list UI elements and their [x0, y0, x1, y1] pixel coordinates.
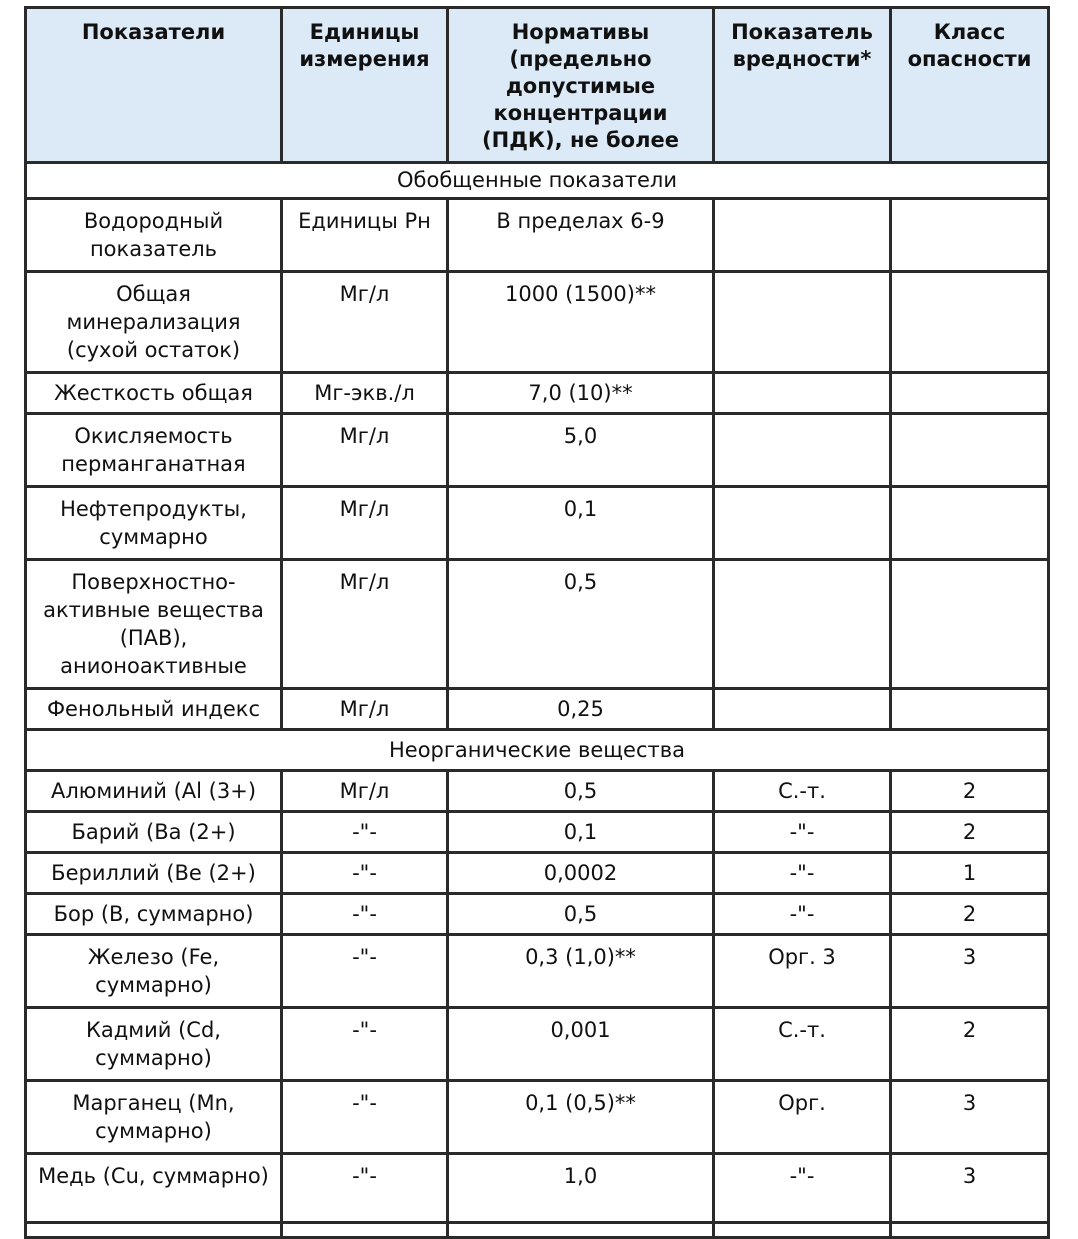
document-area: [24, 6, 1050, 1239]
cell-units: -"-: [283, 1082, 446, 1152]
cell-norm: 0,5: [449, 561, 712, 687]
cell-class: 2: [892, 772, 1047, 810]
cell-empty: [892, 1224, 1047, 1236]
cell-class: 2: [892, 1009, 1047, 1079]
table-row: [27, 1009, 1047, 1079]
cell-norm: 1,0: [449, 1155, 712, 1221]
cell-norm: 0,25: [449, 690, 712, 728]
cell-units: Мг/л: [283, 772, 446, 810]
cell-class: [892, 200, 1047, 270]
cell-norm: 0,5: [449, 772, 712, 810]
cell-indicator: Общая минерализация (сухой остаток): [27, 273, 280, 371]
cell-units: Мг/л: [283, 561, 446, 687]
cell-harm: [715, 200, 889, 270]
table-row: [27, 561, 1047, 687]
section-row: [27, 164, 1047, 197]
cell-norm: 5,0: [449, 415, 712, 485]
cell-indicator: Водородный показатель: [27, 200, 280, 270]
cell-class: 2: [892, 813, 1047, 851]
table-row: [27, 1155, 1047, 1221]
cell-units: -"-: [283, 1155, 446, 1221]
cell-class: [892, 415, 1047, 485]
cell-harm: [715, 415, 889, 485]
table-row: [27, 690, 1047, 728]
cell-units: Мг/л: [283, 415, 446, 485]
cell-harm: -"-: [715, 854, 889, 892]
cell-harm: С.-т.: [715, 1009, 889, 1079]
cell-harm: С.-т.: [715, 772, 889, 810]
cell-harm: -"-: [715, 895, 889, 933]
cell-norm: 7,0 (10)**: [449, 374, 712, 412]
cell-indicator: Кадмий (Cd, суммарно): [27, 1009, 280, 1079]
table-row: [27, 273, 1047, 371]
cell-indicator: Медь (Cu, суммарно): [27, 1155, 280, 1221]
cell-norm: 0,1: [449, 813, 712, 851]
header-indicator: Показатели: [27, 9, 280, 161]
cell-indicator: Поверхностно-активные вещества (ПАВ), анионоактивные: [27, 561, 280, 687]
section-row: [27, 731, 1047, 769]
cell-indicator: Барий (Ва (2+): [27, 813, 280, 851]
cell-indicator: Фенольный индекс: [27, 690, 280, 728]
cell-units: Мг/л: [283, 690, 446, 728]
cell-indicator: Жесткость общая: [27, 374, 280, 412]
cell-class: 2: [892, 895, 1047, 933]
header-hazard-class: Класс опасности: [892, 9, 1047, 161]
cell-indicator: Железо (Fe, суммарно): [27, 936, 280, 1006]
cell-harm: [715, 561, 889, 687]
section-title: Обобщенные показатели: [27, 164, 1047, 197]
cell-empty: [449, 1224, 712, 1236]
cell-class: [892, 273, 1047, 371]
cell-class: [892, 690, 1047, 728]
cell-units: Мг/л: [283, 488, 446, 558]
cell-units: Мг/л: [283, 273, 446, 371]
table-row: [27, 813, 1047, 851]
cell-class: 3: [892, 1082, 1047, 1152]
water-quality-table: [24, 6, 1050, 1239]
table-row: [27, 374, 1047, 412]
cell-harm: -"-: [715, 813, 889, 851]
cell-empty: [715, 1224, 889, 1236]
header-harm-indicator: Показатель вредности*: [715, 9, 889, 161]
cell-harm: [715, 273, 889, 371]
cell-indicator: Окисляемость перманганатная: [27, 415, 280, 485]
table-row: [27, 895, 1047, 933]
cell-norm: 0,5: [449, 895, 712, 933]
cell-harm: -"-: [715, 1155, 889, 1221]
cell-units: -"-: [283, 813, 446, 851]
header-row: [27, 9, 1047, 161]
cell-units: -"-: [283, 895, 446, 933]
cell-harm: [715, 690, 889, 728]
table-row: [27, 415, 1047, 485]
cell-class: 1: [892, 854, 1047, 892]
cell-indicator: Марганец (Mn, суммарно): [27, 1082, 280, 1152]
cell-empty: [283, 1224, 446, 1236]
cell-harm: [715, 374, 889, 412]
cell-empty: [27, 1224, 280, 1236]
cell-units: Мг-экв./л: [283, 374, 446, 412]
cell-norm: 0,1: [449, 488, 712, 558]
cell-units: Единицы Рн: [283, 200, 446, 270]
cell-norm: 1000 (1500)**: [449, 273, 712, 371]
table-row: [27, 1082, 1047, 1152]
cell-norm: 0,001: [449, 1009, 712, 1079]
cell-harm: [715, 488, 889, 558]
section-title: Неорганические вещества: [27, 731, 1047, 769]
table-row: [27, 854, 1047, 892]
cell-class: 3: [892, 1155, 1047, 1221]
cell-norm: В пределах 6-9: [449, 200, 712, 270]
cell-class: 3: [892, 936, 1047, 1006]
cell-norm: 0,0002: [449, 854, 712, 892]
cell-units: -"-: [283, 936, 446, 1006]
cell-harm: Орг.: [715, 1082, 889, 1152]
cell-norm: 0,3 (1,0)**: [449, 936, 712, 1006]
table-row: [27, 488, 1047, 558]
cell-class: [892, 561, 1047, 687]
cell-units: -"-: [283, 854, 446, 892]
cell-class: [892, 488, 1047, 558]
header-units: Единицы измерения: [283, 9, 446, 161]
table-row: [27, 772, 1047, 810]
cell-class: [892, 374, 1047, 412]
header-norms: Нормативы (предельно допустимые концентрации (ПДК), не более: [449, 9, 712, 161]
cell-harm: Орг. 3: [715, 936, 889, 1006]
cell-units: -"-: [283, 1009, 446, 1079]
table-row: [27, 200, 1047, 270]
cell-indicator: Бор (В, суммарно): [27, 895, 280, 933]
cell-norm: 0,1 (0,5)**: [449, 1082, 712, 1152]
cell-indicator: Нефтепродукты, суммарно: [27, 488, 280, 558]
cell-indicator: Алюминий (Al (3+): [27, 772, 280, 810]
table-row-cut-off: [27, 1224, 1047, 1236]
cell-indicator: Бериллий (Be (2+): [27, 854, 280, 892]
table-row: [27, 936, 1047, 1006]
